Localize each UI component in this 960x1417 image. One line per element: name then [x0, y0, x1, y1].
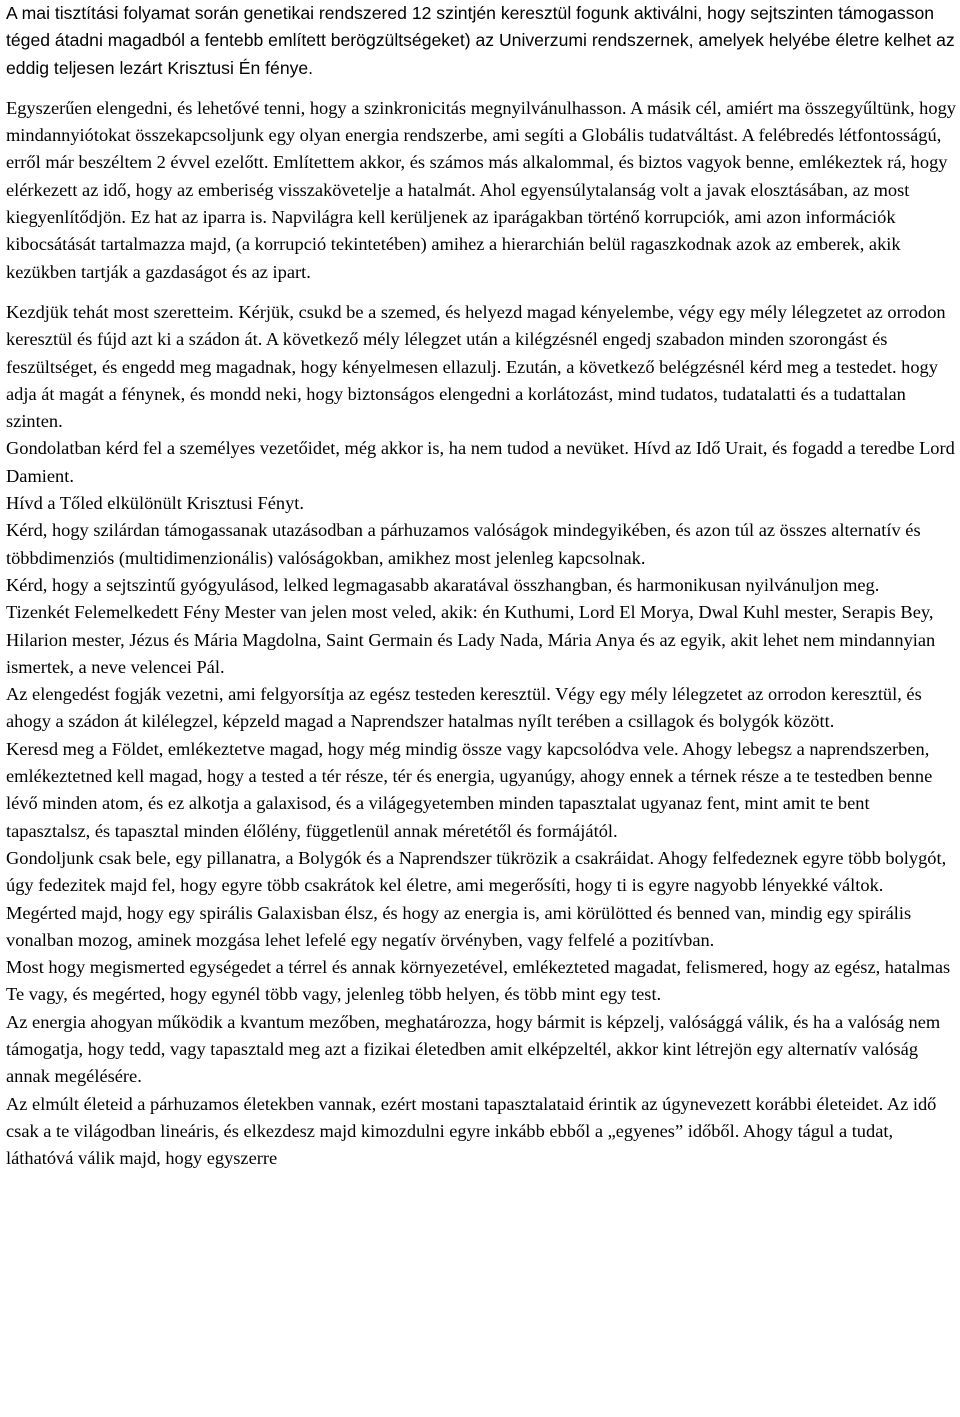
paragraph-release — [6, 95, 956, 286]
paragraph-solar-system — [6, 681, 956, 736]
paragraph-begin — [6, 299, 956, 435]
paragraph-unity-text: Most hogy megismerted egységedet a térrel és annak környezetével, emlékezteted magadat, felismered, hogy az egész, hatalmas Te vagy, és megérted, hogy egynél több vagy, jelenleg több helyen, és több mint egy test. — [6, 957, 951, 1005]
paragraph-masters-text: Tizenkét Felemelkedett Fény Mester van jelen most veled, akik: én Kuthumi, Lord El Morya, Dwal Kuhl mester, Serapis Bey, Hilarion mester, Jézus és Mária Magdolna, Saint Germain és Lady Nada, Mária Anya és az egyik, akit lehet nem mindannyian ismertek, a neve velencei Pál. — [6, 602, 936, 677]
paragraph-support — [6, 517, 956, 572]
paragraph-release-text-b: A másik cél, amiért ma összegyűltünk, hogy mindannyiótokat összekapcsoljunk egy olyan energia rendszerbe, ami segíti a Globális tudatváltást. A felébredés létfontosságú, erről már beszéltem 2 évvel ezelőtt. Említettem akkor, és számos más alkalommal, és biztos vagyok benne, emlékeztek rá, hogy elérkezett az idő, hogy az emberiség visszakövetelje a hatalmát. Ahol egyensúlytalanság volt a javak elosztásában, az most kiegyenlítődjön. Ez hat az iparra is. Napvilágra kell kerüljenek az iparágakban történő korrupciók, ami azon információk kibocsátását tartalmazza majd, (a korrupció tekintetében) amihez a hierarchián belül ragaszkodnak azok az emberek, akik kezükben tartják a gazdaságot és az ipart. — [6, 97, 956, 282]
paragraph-earth — [6, 736, 956, 845]
paragraph-release-text-a: Egyszerűen elengedni, és lehetővé tenni, hogy a szinkronicitás megnyilvánulhasson. — [6, 97, 631, 118]
paragraph-guides — [6, 435, 956, 490]
paragraph-intro-text: A mai tisztítási folyamat során genetikai rendszered 12 szintjén keresztül fogunk aktiválni, hogy sejtszinten támogasson téged átadni magadból a fentebb említett berögzültségeket) az Univerzumi rendszernek, amelyek helyébe életre kelhet az eddig teljesen lezárt Krisztusi Én fénye. — [6, 3, 955, 78]
paragraph-earth-text: Keresd meg a Földet, emlékeztetve magad, hogy még mindig össze vagy kapcsolódva vele. Ahogy lebegsz a naprendszerben, emlékeztetned kell magad, hogy a tested a tér része, tér és energia, ugyanúgy, ahogy ennek a térnek része a te testedben benne lévő minden atom, és ez alkotja a galaxisod, és a világegyetemben minden tapasztalat ugyanaz fent, mint amit te bent tapasztalsz, és tapasztal minden élőlény, függetlenül annak méretétől és formájától. — [6, 738, 933, 841]
paragraph-christ-light — [6, 490, 956, 517]
paragraph-intro — [6, 0, 956, 82]
paragraph-quantum — [6, 1009, 956, 1091]
paragraph-healing — [6, 572, 956, 599]
paragraph-guides-text: Gondolatban kérd fel a személyes vezetőidet, még akkor is, ha nem tudod a nevüket. Hívd az Idő Urait, és fogadd a teredbe Lord Damient. — [6, 438, 955, 486]
paragraph-unity — [6, 954, 956, 1009]
paragraph-masters — [6, 599, 956, 681]
paragraph-healing-text: Kérd, hogy a sejtszintű gyógyulásod, lelked legmagasabb akaratával összhangban, és harmonikusan nyilvánuljon meg. — [6, 574, 880, 595]
paragraph-support-text: Kérd, hogy szilárdan támogassanak utazásodban a párhuzamos valóságok mindegyikében, és azon túl az összes alternatív és többdimenziós (multidimenzionális) valóságokban, amikhez most jelenleg kapcsolnak. — [6, 520, 921, 568]
paragraph-quantum-text: Az energia ahogyan működik a kvantum mezőben, meghatározza, hogy bármit is képzelj, valósággá válik, és ha a valóság nem támogatja, hogy tedd, vagy tapasztald meg azt a fizikai életedben amit elképzeltél, akkor kint létrejön egy alternatív valóság annak megélésére. — [6, 1011, 941, 1087]
paragraph-solar-system-text: Az elengedést fogják vezetni, ami felgyorsítja az egész testeden keresztül. Végy egy mély lélegzetet az orrodon keresztül, és ahogy a szádon át kilélegzel, képzeld magad a Naprendszer hatalmas nyílt terében a csillagok és bolygók között. — [6, 684, 922, 732]
paragraph-past-lives-text: Az elmúlt életeid a párhuzamos életekben vannak, ezért mostani tapasztalataid érintik az úgynevezett korábbi életeidet. Az idő csak a te világodban lineáris, és elkezdesz majd kimozdulni egyre inkább ebből a „egyenes” időből. Ahogy tágul a tudat, láthatóvá válik majd, hogy egyszerre — [6, 1093, 937, 1169]
paragraph-past-lives — [6, 1091, 956, 1173]
paragraph-begin-text: Kezdjük tehát most szeretteim. Kérjük, csukd be a szemed, és helyezd magad kényelembe, végy egy mély lélegzetet az orrodon keresztül és fújd azt ki a szádon át. A következő mély lélegzet után a kilégzésnél engedj szabadon minden szorongást és feszültséget, és engedd meg magadnak, hogy kényelmesen ellazulj. Ezután, a következő belégzésnél kérd meg a testedet. hogy adja át magát a fénynek, és mondd neki, hogy biztonságos elengedni a korlátozást, mind tudatos, tudatalatti és a tudattalan szinten. — [6, 301, 946, 432]
paragraph-chakras-text: Gondoljunk csak bele, egy pillanatra, a Bolygók és a Naprendszer tükrözik a csakráidat. Ahogy felfedeznek egyre több bolygót, úgy fedezitek majd fel, hogy egyre több csakrátok kel életre, ami megerősíti, hogy ti is egyre nagyobb lényekké váltok. Megérted majd, hogy egy spirális Galaxisban élsz, és hogy az energia is, ami körülötted és benned van, mindig egy spirális vonalban mozog, aminek mozgása lehet lefelé egy negatív örvényben, vagy felfelé a pozitívban. — [6, 847, 947, 950]
paragraph-christ-light-text: Hívd a Tőled elkülönült Krisztusi Fényt. — [6, 493, 304, 514]
paragraph-chakras — [6, 845, 956, 954]
